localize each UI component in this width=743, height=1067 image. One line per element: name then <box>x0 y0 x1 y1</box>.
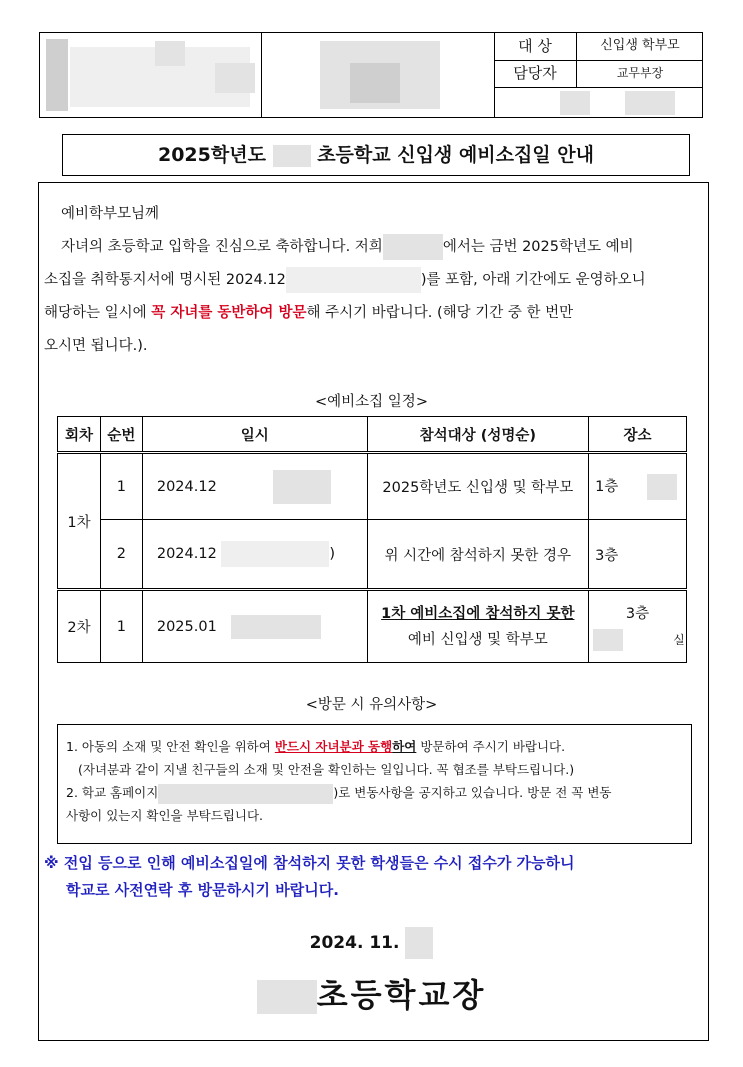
redacted-area <box>560 91 590 115</box>
col-target: 참석대상 (성명순) <box>367 417 589 453</box>
redacted-area <box>286 267 421 293</box>
schedule-table <box>57 416 687 663</box>
redacted-area <box>273 470 331 504</box>
redacted-area <box>155 41 185 66</box>
redacted-school-name <box>273 145 311 167</box>
redacted-area <box>593 629 623 651</box>
approval-box <box>39 32 703 118</box>
letter-line-1: 자녀의 초등학교 입학을 진심으로 축하합니다. 저희 에서는 금번 2025학년도 예비 <box>61 231 634 264</box>
letter-line-2: 소집을 취학통지서에 명시된 2024.12 )를 포함, 아래 기간에도 운영하오니 <box>44 264 646 297</box>
letter-line-3: 해당하는 일시에 꼭 자녀를 동반하여 방문해 주시기 바랍니다. (해당 기간 중 한 번만 <box>44 305 574 321</box>
col-seq: 순번 <box>100 417 142 453</box>
note-2-cont: 사항이 있는지 확인을 부탁드립니다. <box>66 808 264 823</box>
col-place: 장소 <box>589 417 687 453</box>
page-title: 2025학년도 초등학교 신입생 예비소집일 안내 <box>62 134 690 176</box>
note-2: 2. 학교 홈페이지 )로 변동사항을 공지하고 있습니다. 방문 전 꼭 변동 <box>66 781 691 804</box>
redacted-area <box>221 541 329 567</box>
redacted-area <box>46 39 68 111</box>
col-round: 회차 <box>58 417 101 453</box>
schedule-heading: <예비소집 일정> <box>315 394 428 410</box>
table-header-row <box>58 417 687 453</box>
target-value: 신입생 학부모 <box>600 38 680 53</box>
redacted-area <box>647 474 677 500</box>
redacted-area <box>350 63 400 103</box>
table-row: 2차 1 2025.01 1차 예비소집에 참석하지 못한 예비 신입생 및 학부모 3층 실 <box>58 590 687 663</box>
greeting: 예비학부모님께 <box>61 206 160 222</box>
col-date: 일시 <box>142 417 367 453</box>
notes-heading: <방문 시 유의사항> <box>305 697 438 713</box>
warning-notice: ※ 전입 등으로 인해 예비소집일에 참석하지 못한 학생들은 수시 접수가 가능하니 학교로 사전연락 후 방문하시기 바랍니다. <box>44 854 575 899</box>
manager-label: 담당자 <box>513 64 557 82</box>
letter-line-4: 오시면 됩니다.). <box>44 338 148 354</box>
redacted-area <box>231 615 321 639</box>
target-label: 대 상 <box>518 37 552 55</box>
notes-box <box>57 724 692 844</box>
redacted-area <box>625 91 675 115</box>
issue-date: 2024. 11. <box>0 927 743 959</box>
note-1-sub: (자녀분과 같이 지낼 친구들의 소재 및 안전을 확인하는 일입니다. 꼭 협조를 부탁드립니다.) <box>78 762 575 777</box>
signature: 초등학교장 <box>0 970 743 1016</box>
redacted-school-name <box>257 980 317 1014</box>
redacted-area <box>405 927 433 959</box>
note-1: 1. 아동의 소재 및 안전 확인을 위하여 반드시 자녀분과 동행하여 방문하여 주시기 바랍니다. <box>66 739 566 754</box>
redacted-area <box>215 63 255 93</box>
table-row: 1차 1 2024.12 2025학년도 신입생 및 학부모 1층 <box>58 453 687 520</box>
table-row: 2 2024.12 ) 위 시간에 참석하지 못한 경우 3층 <box>58 520 687 590</box>
redacted-area <box>383 234 443 260</box>
redacted-url <box>158 784 333 804</box>
manager-value: 교무부장 <box>616 66 664 80</box>
